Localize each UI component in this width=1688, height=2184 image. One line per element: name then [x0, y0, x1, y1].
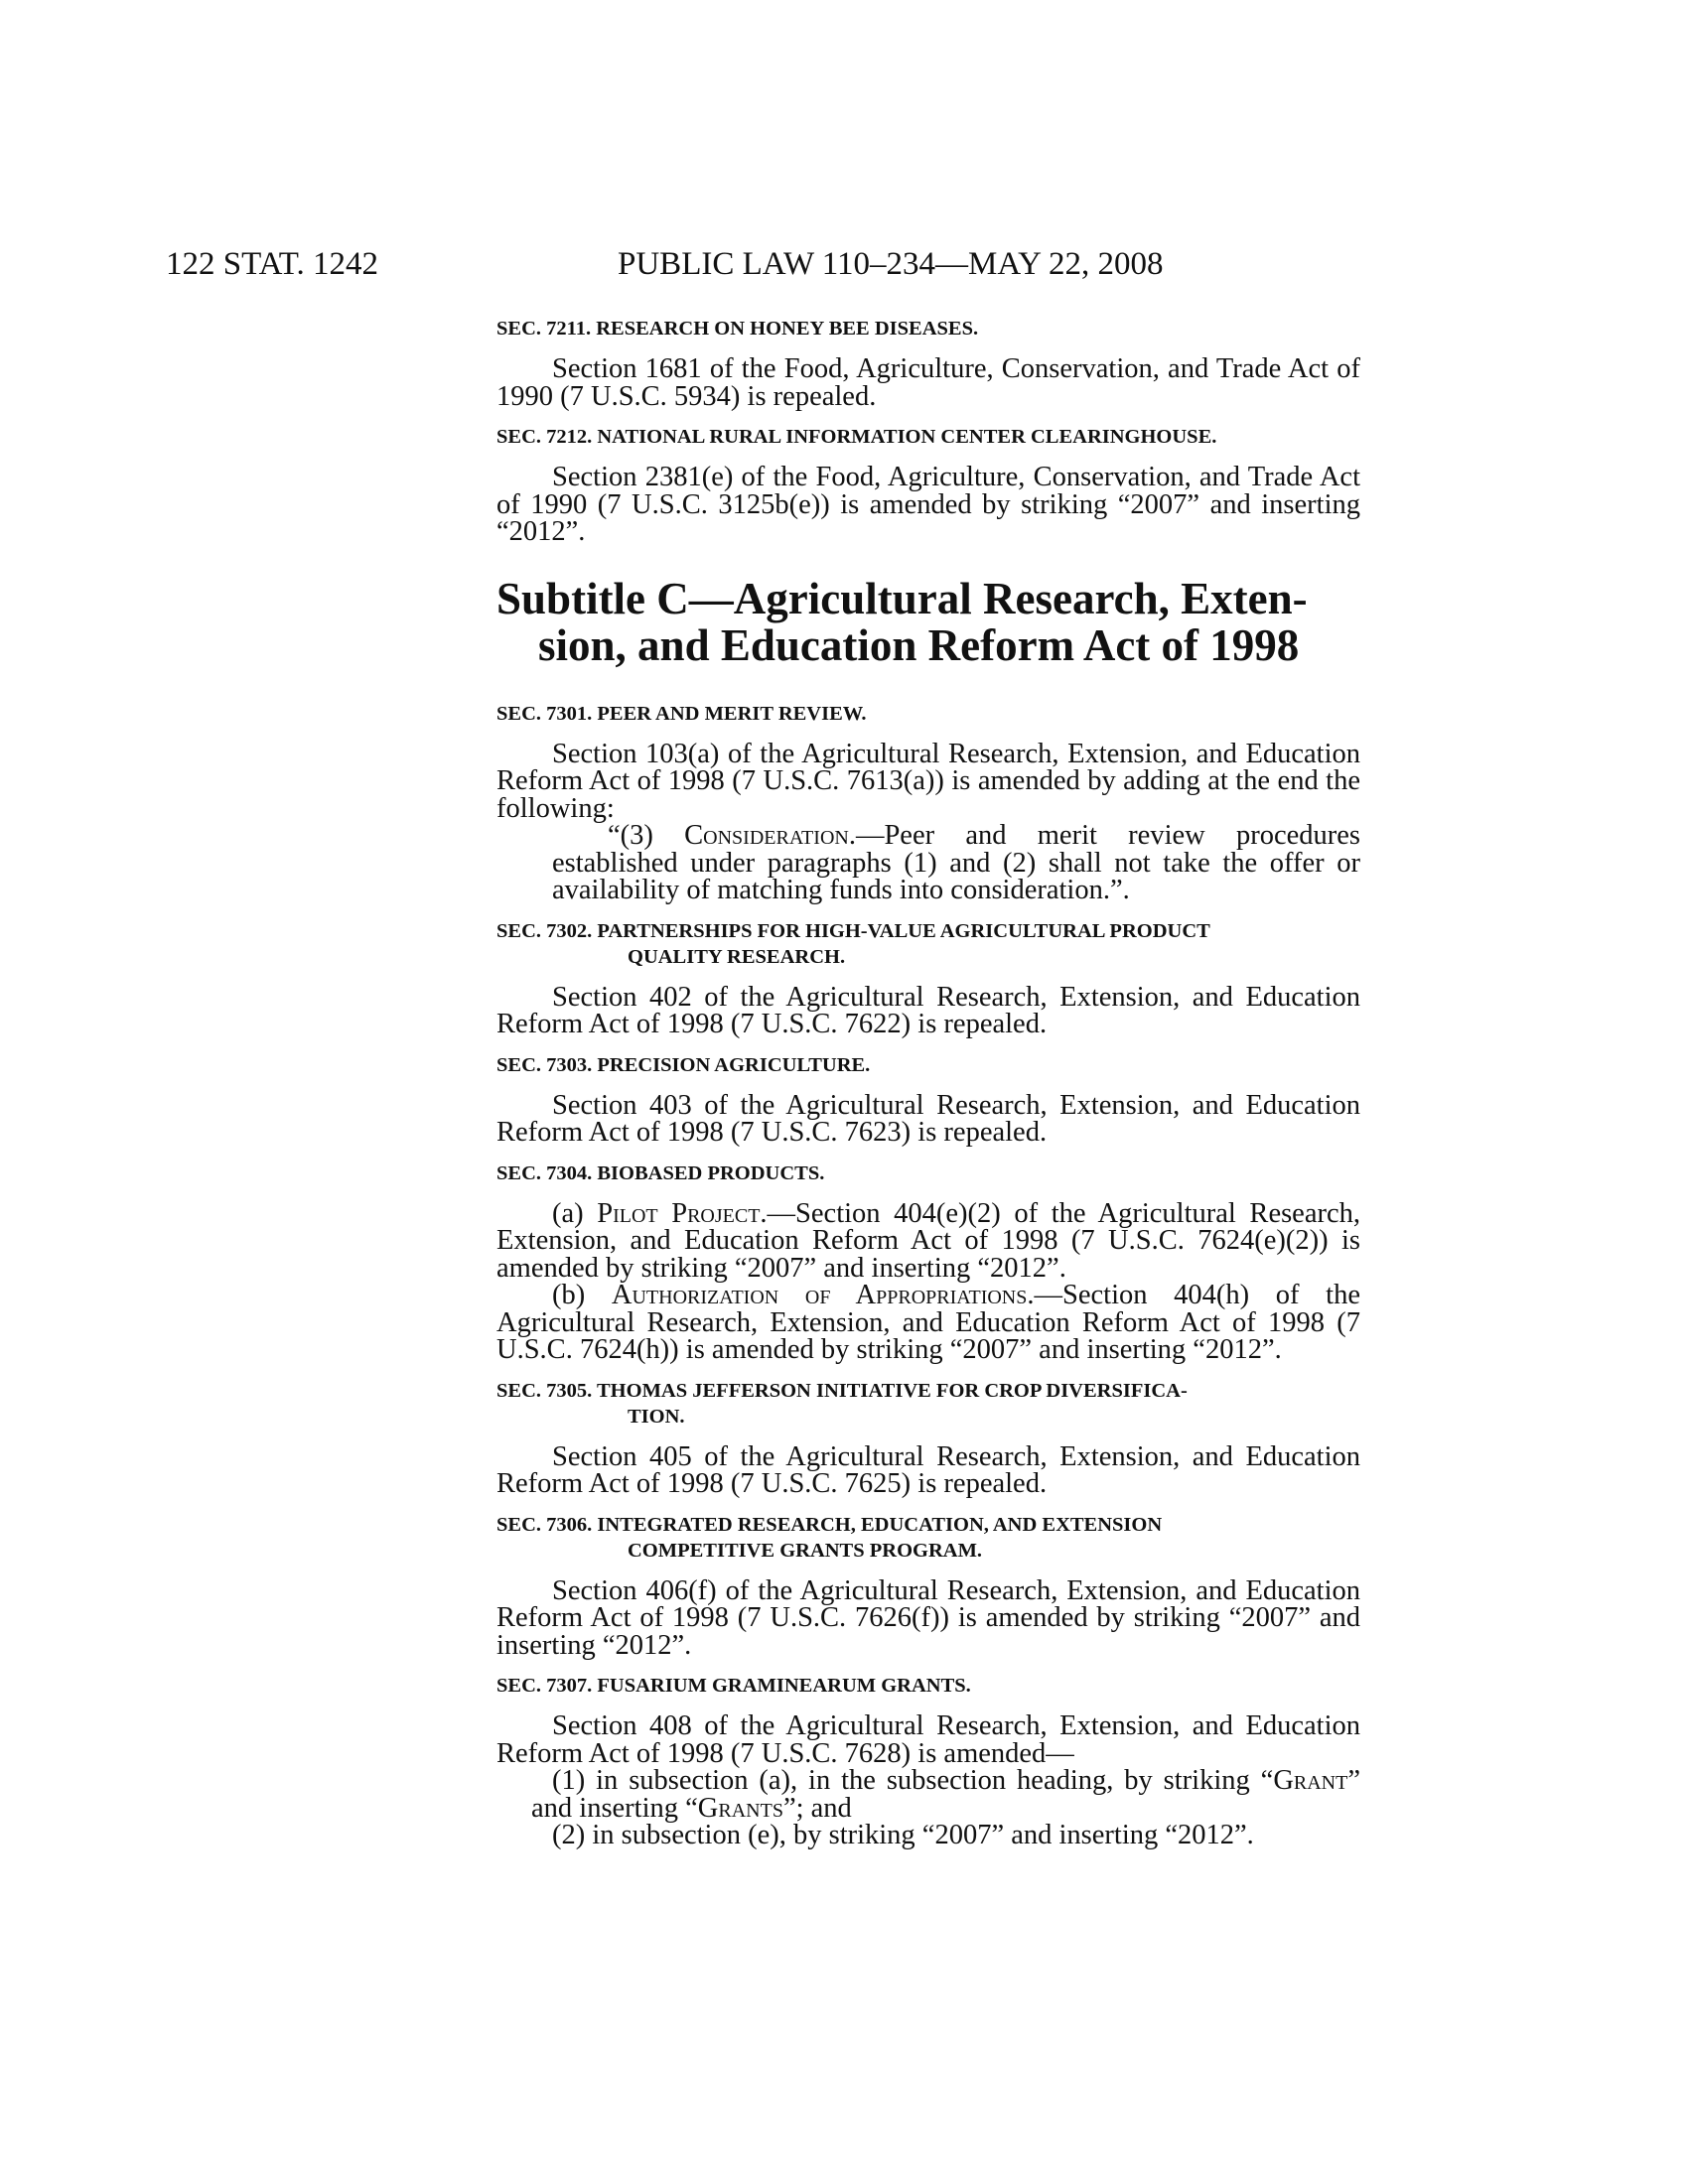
heading-line-2: TION. [628, 1405, 685, 1428]
amendment-list [496, 1767, 1360, 1849]
subsection-b [496, 1282, 1360, 1364]
heading-line-1: SEC. 7306. INTEGRATED RESEARCH, EDUCATION, AND EXTENSION [496, 1513, 1163, 1536]
quoted-amendment [496, 822, 1360, 904]
section-heading-7303: SEC. 7303. PRECISION AGRICULTURE. [496, 1053, 871, 1076]
heading-line-1: SEC. 7302. PARTNERSHIPS FOR HIGH-VALUE AGRICULTURAL PRODUCT [496, 919, 1210, 942]
struck-term: Grant [1273, 1765, 1348, 1796]
section-text-7304 [496, 1197, 1360, 1365]
subsection-label: (a) [552, 1197, 598, 1229]
item-text: ” and inserting “ [531, 1765, 1360, 1824]
section-text-7211 [496, 355, 1360, 410]
section-text-7303 [496, 1089, 1360, 1148]
heading-line-1: SEC. 7305. THOMAS JEFFERSON INITIATIVE FOR CROP DIVERSIFICA- [496, 1379, 1188, 1402]
item-text: (1) in subsection (a), in the subsection heading, by striking “ [552, 1765, 1274, 1796]
subsection-label: (b) [552, 1280, 612, 1310]
list-item [531, 1767, 1360, 1822]
inserted-term: Grants [697, 1792, 783, 1824]
running-header [0, 246, 1688, 286]
paragraph: Section 1681 of the Food, Agriculture, Conservation, and Trade Act of 1990 (7 U.S.C. 5934) is repealed. [496, 353, 1360, 412]
section-text-7301 [496, 738, 1360, 905]
subsection-term: Authorization of Appropriations [611, 1280, 1028, 1310]
section-heading-7307: SEC. 7307. FUSARIUM GRAMINEARUM GRANTS. [496, 1675, 971, 1697]
section-heading-7301: SEC. 7301. PEER AND MERIT REVIEW. [496, 702, 867, 725]
item-text: ”; and [782, 1792, 852, 1824]
list-item: (2) in subsection (e), by striking “2007” and inserting “2012”. [552, 1820, 1254, 1850]
section-heading-7305 [496, 1378, 1360, 1430]
subtitle-heading [496, 573, 1360, 670]
section-text-7305 [496, 1440, 1360, 1499]
heading-line-2: COMPETITIVE GRANTS PROGRAM. [628, 1539, 983, 1562]
section-heading-7212: SEC. 7212. NATIONAL RURAL INFORMATION CENTER CLEARINGHOUSE. [496, 426, 1217, 448]
subsection-a [496, 1197, 1360, 1284]
paragraph [552, 822, 1360, 904]
quote-text: .—Peer and merit review procedures established under paragraphs (1) and (2) shall not take the offer or availability of matching funds into consideration.”. [552, 820, 1360, 905]
paragraph: Section 405 of the Agricultural Research, Extension, and Education Reform Act of 1998 (7 U.S.C. 7625) is repealed. [496, 1440, 1360, 1499]
paragraph: Section 2381(e) of the Food, Agriculture, Conservation, and Trade Act of 1990 (7 U.S.C. 3125b(e)) is amended by striking “2007” and inserting “2012”. [496, 462, 1360, 547]
subsection-text: .—Section 404(h) of the Agricultural Research, Extension, and Education Reform Act of 1998 (7 U.S.C. 7624(h)) is amended by striking “2007” and inserting “2012”. [496, 1280, 1360, 1365]
paragraph: Section 406(f) of the Agricultural Research, Extension, and Education Reform Act of 1998 (7 U.S.C. 7626(f)) is amended by striking “2007” and inserting “2012”. [496, 1574, 1360, 1661]
paragraph: Section 103(a) of the Agricultural Research, Extension, and Education Reform Act of 1998 (7 U.S.C. 7613(a)) is amended by adding at the end the following: [496, 738, 1360, 824]
subtitle-line-2: sion, and Education Reform Act of 1998 [538, 619, 1300, 670]
section-heading-7304: SEC. 7304. BIOBASED PRODUCTS. [496, 1161, 825, 1184]
statute-page-number: 122 STAT. 1242 [166, 246, 379, 282]
section-text-7212 [496, 464, 1360, 546]
section-text-7306 [496, 1574, 1360, 1661]
section-heading-7211: SEC. 7211. RESEARCH ON HONEY BEE DISEASES. [496, 318, 979, 340]
heading-line-2: QUALITY RESEARCH. [628, 945, 846, 968]
subtitle-line-1: Subtitle C—Agricultural Research, Exten- [496, 573, 1308, 623]
section-text-7302 [496, 981, 1360, 1039]
paragraph: Section 403 of the Agricultural Research, Extension, and Education Reform Act of 1998 (7 U.S.C. 7623) is repealed. [496, 1089, 1360, 1148]
public-law-citation: PUBLIC LAW 110–234—MAY 22, 2008 [618, 246, 1164, 282]
section-heading-7306 [496, 1512, 1360, 1564]
paragraph: Section 408 of the Agricultural Research, Extension, and Education Reform Act of 1998 (7 U.S.C. 7628) is amended— [496, 1710, 1360, 1769]
subsection-text: .—Section 404(e)(2) of the Agricultural Research, Extension, and Education Reform Act of 1998 (7 U.S.C. 7624(e)(2)) is amended by striking “2007” and inserting “2012”. [496, 1197, 1360, 1284]
subsection-term: Pilot Project [597, 1197, 761, 1229]
section-heading-7302 [496, 918, 1360, 970]
paragraph-term: Consideration [684, 820, 849, 851]
quote-lead: “(3) [608, 820, 685, 851]
page-body [496, 316, 1360, 1849]
paragraph: Section 402 of the Agricultural Research, Extension, and Education Reform Act of 1998 (7 U.S.C. 7622) is repealed. [496, 981, 1360, 1039]
section-text-7307 [496, 1712, 1360, 1849]
